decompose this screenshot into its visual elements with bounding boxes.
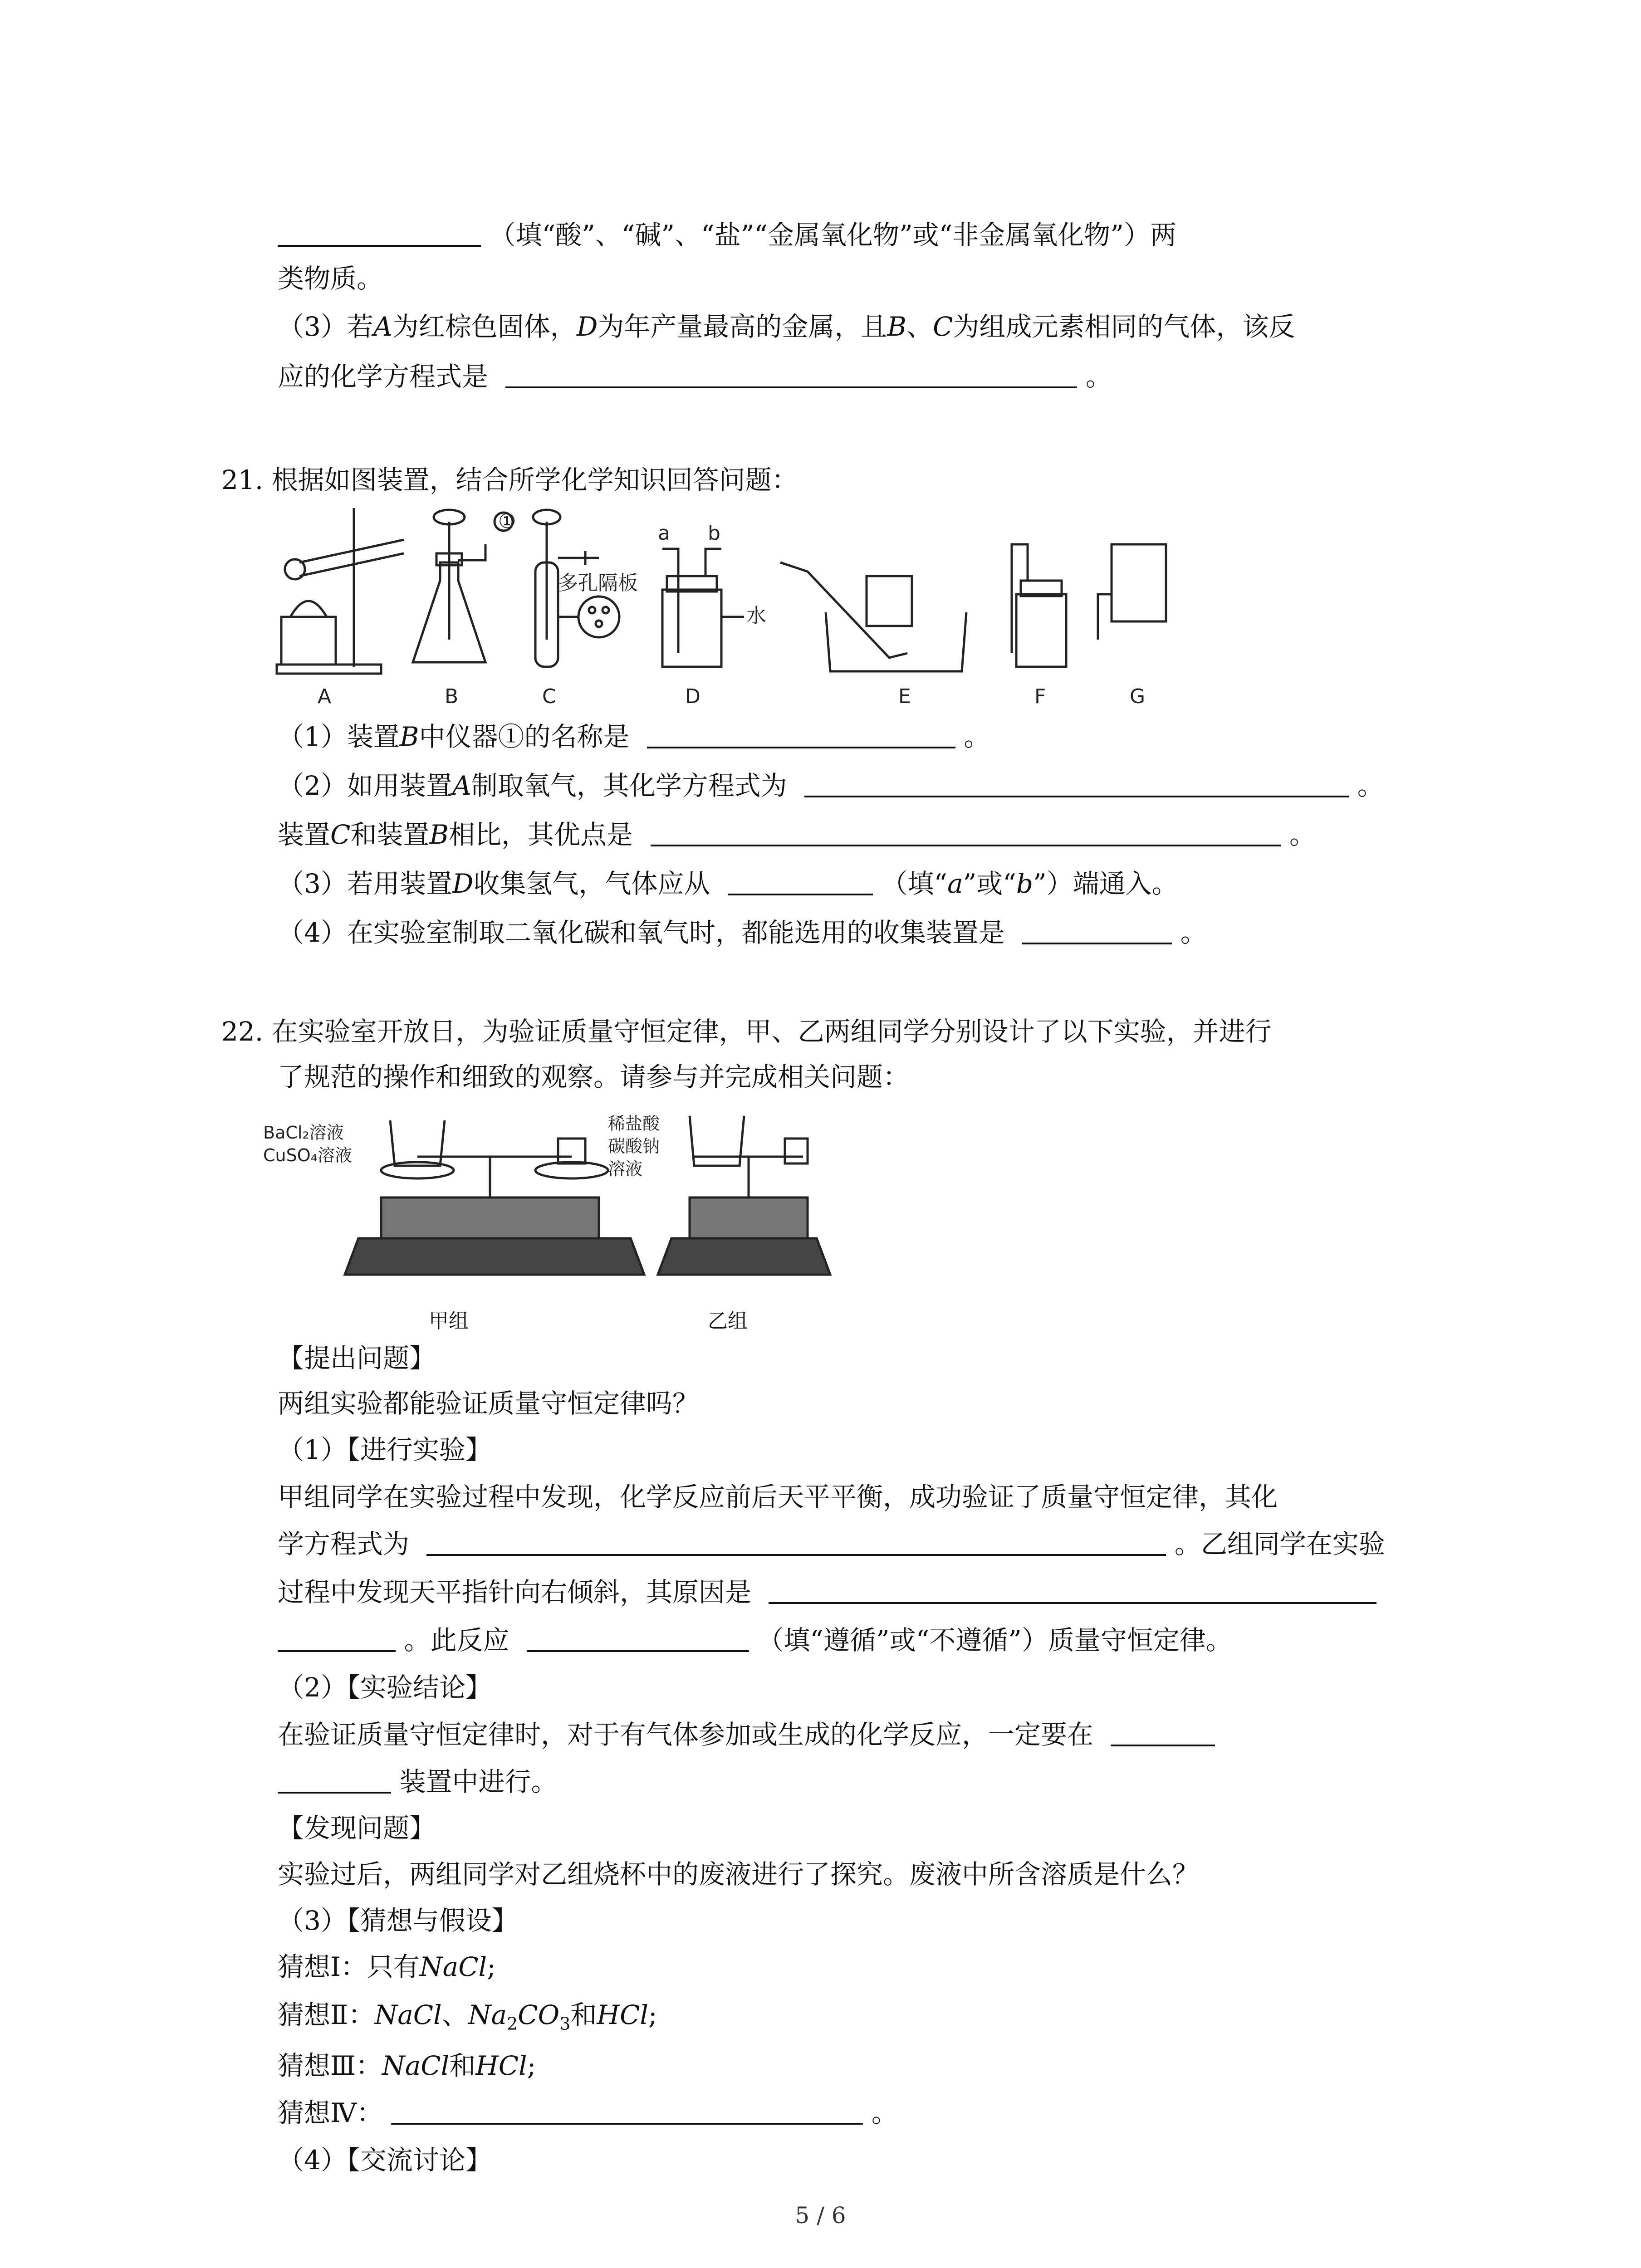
figure-label-D: D — [685, 685, 700, 708]
q22-question: 两组实验都能验证质量守恒定律吗？ — [278, 1388, 699, 1419]
q22-concl1: 在验证质量守恒定律时，对于有气体参加或生成的化学反应，一定要在 — [278, 1716, 1215, 1753]
heading-conclusion: （2）【实验结论】 — [278, 1672, 492, 1703]
q22-exp3: 过程中发现天平指针向右倾斜，其原因是 — [278, 1574, 1376, 1610]
figure-label-F: F — [1034, 685, 1046, 708]
q22-find: 实验过后，两组同学对乙组烧杯中的废液进行了探究。废液中所含溶质是什么？ — [278, 1859, 1199, 1890]
guess-4: 猜想Ⅳ： 。 — [278, 2095, 898, 2131]
q21-title: 21. 根据如图装置，结合所学化学知识回答问题： — [221, 464, 798, 495]
figure-label-G: G — [1130, 685, 1146, 708]
answer-blank[interactable] — [505, 359, 1077, 388]
answer-blank[interactable] — [769, 1575, 1376, 1604]
q22-exp1: 甲组同学在实验过程中发现，化学反应前后天平平衡，成功验证了质量守恒定律，其化 — [278, 1481, 1278, 1512]
answer-blank[interactable] — [804, 768, 1349, 797]
answer-blank[interactable] — [1111, 1717, 1215, 1746]
q21-p2: （2）如用装置A制取氧气，其化学方程式为 。 — [278, 767, 1384, 804]
porous-plate-label: 多孔隔板 — [558, 572, 638, 595]
heading-experiment: （1）【进行实验】 — [278, 1434, 492, 1465]
instrument-marker: ① — [498, 510, 516, 533]
answer-blank[interactable] — [651, 817, 1281, 846]
answer-blank[interactable] — [278, 1623, 396, 1652]
q20-line4: 应的化学方程式是 。 — [278, 358, 1112, 395]
port-a-label: a — [658, 522, 670, 545]
apparatus-figure — [272, 503, 1298, 712]
figure-label-B: B — [445, 685, 459, 708]
answer-blank[interactable] — [278, 1765, 391, 1794]
answer-blank[interactable] — [728, 866, 873, 895]
figure-label-A: A — [318, 685, 332, 708]
answer-blank[interactable] — [527, 1623, 749, 1652]
answer-blank[interactable] — [278, 218, 481, 247]
q20-line2: 类物质。 — [278, 263, 383, 294]
answer-blank[interactable] — [1022, 915, 1172, 944]
caption-group-yi: 乙组 — [708, 1310, 748, 1333]
q22-title: 22. 在实验室开放日，为验证质量守恒定律，甲、乙两组同学分别设计了以下实验，并进行 — [221, 1016, 1272, 1047]
answer-blank[interactable] — [426, 1527, 1166, 1556]
q20-line1: （填“酸”、“碱”、“盐”“金属氧化物”或“非金属氧化物”）两 — [278, 217, 1176, 253]
q21-p4: （4）在实验室制取二氧化碳和氧气时，都能选用的收集装置是 。 — [278, 914, 1207, 951]
figure-label-C: C — [542, 685, 556, 708]
q20-line3: （3）若A为红棕色固体，D为年产量最高的金属，且B、C为组成元素相同的气体，该反 — [278, 311, 1295, 342]
water-label: 水 — [746, 604, 766, 627]
guess-1: 猜想Ⅰ：只有NaCl; — [278, 1951, 496, 1982]
fig-label-cuso4: CuSO₄溶液 — [263, 1145, 352, 1165]
q21-p3: （3）若用装置D收集氢气，气体应从 （填“a”或“b”）端通入。 — [278, 865, 1178, 902]
heading-find-problem: 【发现问题】 — [278, 1813, 436, 1843]
q22-exp2: 学方程式为 。乙组同学在实验 — [278, 1526, 1385, 1562]
guess-3: 猜想Ⅲ：NaCl和HCl; — [278, 2050, 536, 2081]
fig-label-hcl: 稀盐酸 — [608, 1114, 660, 1134]
fig-label-bacl2: BaCl₂溶液 — [263, 1123, 344, 1143]
q21-p1: （1）装置B中仪器①的名称是 。 — [278, 719, 990, 755]
heading-propose-question: 【提出问题】 — [278, 1343, 436, 1374]
q22-concl2: 装置中进行。 — [278, 1764, 557, 1800]
fig-label-solution: 溶液 — [608, 1159, 643, 1179]
figure-label-E: E — [898, 685, 911, 708]
answer-blank[interactable] — [647, 719, 955, 748]
q22-exp4: 。此反应 （填“遵循”或“不遵循”）质量守恒定律。 — [278, 1622, 1232, 1658]
caption-group-jia: 甲组 — [429, 1310, 469, 1333]
answer-blank[interactable] — [391, 2096, 863, 2125]
fig-label-na2co3: 碳酸钠 — [608, 1136, 660, 1156]
q21-p2-line2: 装置C和装置B相比，其优点是 。 — [278, 816, 1316, 853]
balance-figure — [254, 1102, 844, 1293]
page-number: 5 / 6 — [795, 2202, 846, 2229]
heading-discussion: （4）【交流讨论】 — [278, 2145, 492, 2175]
port-b-label: b — [708, 522, 720, 545]
heading-hypothesis: （3）【猜想与假设】 — [278, 1905, 518, 1936]
q22-title2: 了规范的操作和细致的观察。请参与并完成相关问题： — [278, 1061, 910, 1092]
guess-2: 猜想Ⅱ：NaCl、$Na_2CO_3$和HCl; — [278, 1999, 657, 2034]
